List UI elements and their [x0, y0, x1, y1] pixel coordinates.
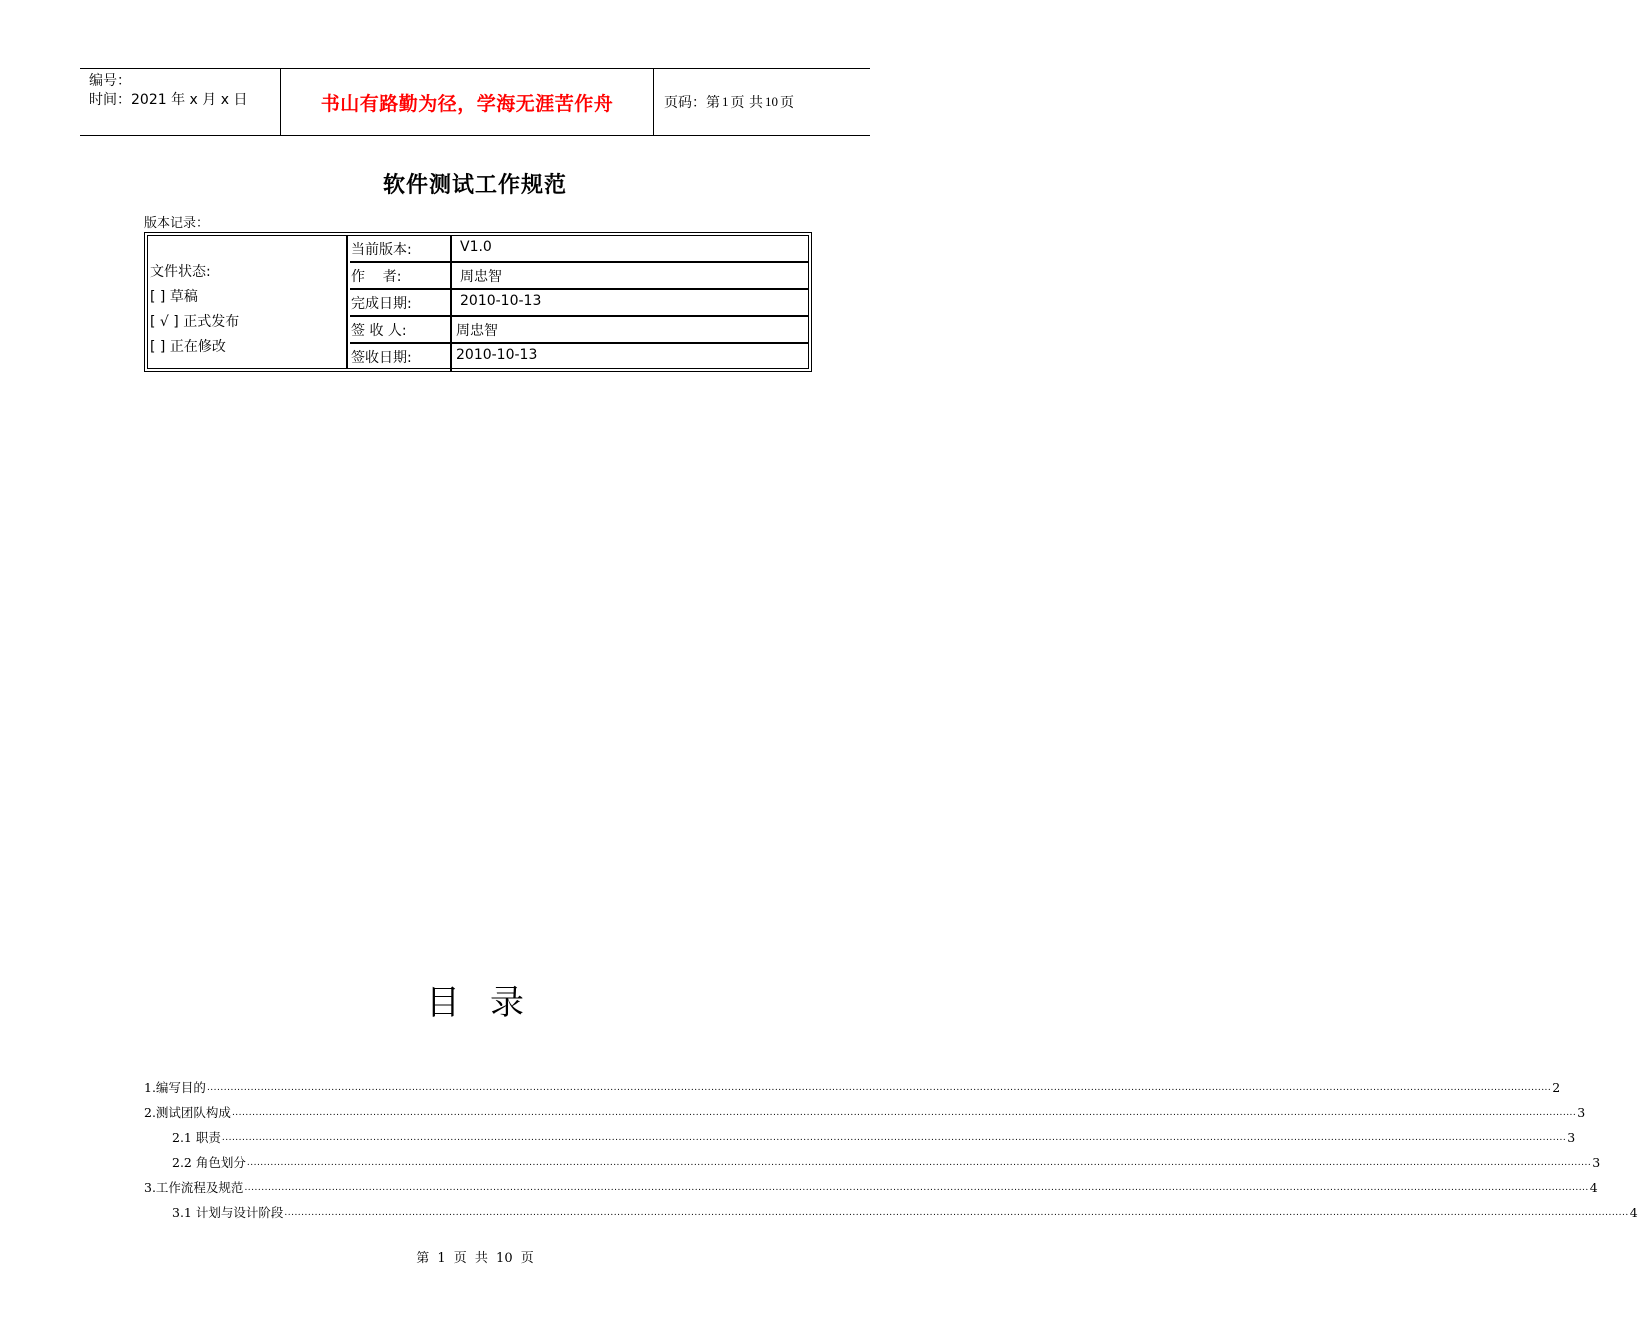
toc-entry-page: 4 [1589, 1180, 1598, 1195]
toc-entry-page: 4 [1629, 1205, 1638, 1220]
row-value: V1.0 [460, 239, 492, 255]
row-key: 当前版本: [350, 236, 452, 261]
page-footer: 第 1 页 共 10 页 [416, 1251, 534, 1266]
row-value: 周忠智 [460, 269, 502, 285]
document-title: 软件测试工作规范 [382, 173, 567, 198]
page-mid: 页 共 [730, 95, 763, 111]
toc-entry-page: 3 [1577, 1105, 1586, 1120]
version-row-recipient [350, 317, 808, 344]
row-value: 周忠智 [456, 323, 498, 339]
file-status-label: 文件状态: [150, 264, 211, 280]
status-option-draft: [ ] 草稿 [150, 289, 198, 305]
header-meta [80, 69, 281, 135]
toc-entry[interactable] [144, 1172, 1598, 1197]
toc-title: 目录 [426, 983, 554, 1023]
toc-entry[interactable] [144, 1097, 1586, 1122]
page-current: 1 [722, 94, 729, 109]
toc-entry-text: 1.编写目的 [144, 1080, 206, 1095]
toc-entry-page: 3 [1592, 1155, 1601, 1170]
toc-entry[interactable] [144, 1147, 1601, 1172]
toc-leader-dots: ................................................................................................................................................................................................................................................................................................................................................................................................................ [231, 1108, 1577, 1118]
toc-entry-page: 2 [1552, 1080, 1561, 1095]
row-key: 签收日期: [350, 344, 452, 371]
toc-leader-dots: ................................................................................................................................................................................................................................................................................................................................................................................................................ [206, 1083, 1552, 1093]
toc-entry-text: 2.2 角色划分 [172, 1155, 246, 1170]
page-prefix: 页码：第 [664, 95, 720, 111]
toc-entry[interactable] [144, 1197, 1638, 1222]
page-suffix: 页 [779, 95, 794, 111]
version-row-author [350, 263, 808, 290]
toc-entry-page: 3 [1567, 1130, 1576, 1145]
row-value: 2010-10-13 [460, 293, 542, 309]
row-value: 2010-10-13 [456, 347, 538, 363]
document-date-label: 时间：2021 年 x 月 x 日 [89, 92, 248, 108]
toc-leader-dots: ................................................................................................................................................................................................................................................................................................................................................................................................................ [221, 1133, 1567, 1143]
toc-entry-text: 2.测试团队构成 [144, 1105, 231, 1120]
version-row-completion-date [350, 290, 808, 317]
version-row-current-version [350, 236, 808, 263]
row-key: 作 者: [350, 263, 452, 288]
version-row-receipt-date [350, 344, 808, 371]
toc-entry[interactable] [144, 1122, 1576, 1147]
row-key: 签 收 人: [350, 317, 452, 342]
status-option-modifying: [ ] 正在修改 [150, 339, 226, 355]
page-total: 10 [764, 94, 778, 109]
version-record-label: 版本记录： [144, 216, 210, 231]
toc-entry-text: 2.1 职责 [172, 1130, 221, 1145]
version-table-inner [147, 235, 809, 369]
page-header [80, 68, 870, 136]
status-option-released: [ √ ] 正式发布 [150, 314, 240, 330]
toc-entry[interactable] [144, 1072, 1561, 1097]
file-status-cell [148, 236, 348, 368]
header-motto: 书山有路勤为径，学海无涯苦作舟 [281, 69, 654, 135]
toc-entry-text: 3.1 计划与设计阶段 [172, 1205, 284, 1220]
document-number-label: 编号： [89, 73, 131, 89]
header-page-counter [654, 69, 870, 135]
toc-leader-dots: ................................................................................................................................................................................................................................................................................................................................................................................................................ [284, 1208, 1629, 1218]
version-table [144, 232, 812, 372]
table-of-contents [144, 1072, 1638, 1222]
toc-entry-text: 3.工作流程及规范 [144, 1180, 244, 1195]
toc-leader-dots: ................................................................................................................................................................................................................................................................................................................................................................................................................ [246, 1158, 1592, 1168]
row-key: 完成日期: [350, 290, 452, 315]
toc-leader-dots: ................................................................................................................................................................................................................................................................................................................................................................................................................ [244, 1183, 1589, 1193]
